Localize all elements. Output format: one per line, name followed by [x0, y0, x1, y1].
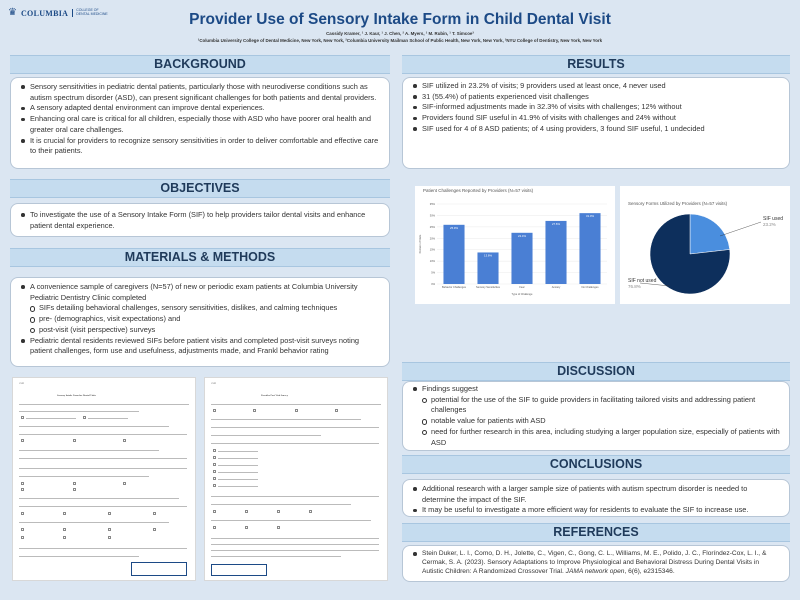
y-tick-label: 0% [431, 283, 435, 286]
methods-bullet: Pediatric dental residents reviewed SIFs before patient visits and completed post-visit surveys noting patient challenges, form use and usefulness, adjustments made, and Frankl behavior rating [19, 336, 381, 357]
reference-text: Stein Duker, L. I., Como, D. H., Jolette, C., Vigen, C., Gong, C. L., Williams, M. E., Polido, J. C., Floríndez-Cox, L. I., & Cermak, S. A. (2023). Sensory Adaptations to Improve Physiological and Behavioral Distress During Dental Visits in Autistic Children: A Randomized Crossover Trial. [422, 550, 767, 576]
background-box [10, 77, 390, 169]
poster-affiliations: ¹Columbia University College of Dental Medicine, New York, New York, ²Columbia University Mailman School of Public Health, New York, New York, ³NYU College of Dentistry, New York, New York [197, 38, 603, 43]
crown-icon: ♛ [8, 7, 17, 18]
objectives-bullet: To investigate the use of a Sensory Intake Form (SIF) to help providers tailor dental visits and enhance patient dental experience. [19, 210, 381, 231]
discussion-subbullet: potential for the use of the SIF to guide providers in facilitating tailored visits and addressing patient challenges [411, 395, 781, 416]
conclusions-bullet: Additional research with a larger sample size of patients with autism spectrum disorder is needed to determine the impact of the SIF. [411, 484, 781, 505]
logo-subtitle: COLLEGE OF DENTAL MEDICINE [72, 9, 110, 17]
conclusions-box [402, 479, 790, 517]
background-bullet: Sensory sensitivities in pediatric dental patients, particularly those with neurodiverse conditions such as autism spectrum disorder (ASD), can present significant challenges for both patients and dental providers. [19, 82, 381, 103]
bar-value-label: 27.6% [552, 221, 560, 226]
results-bullet: SIF-informed adjustments made in 32.3% of visits with challenges; 12% without [411, 102, 781, 113]
bar-value-label: 25.9% [450, 225, 458, 230]
poster-header [0, 0, 800, 52]
y-tick-label: 5% [431, 271, 435, 275]
background-bullet: It is crucial for providers to recognize sensory sensitivities in order to deliver comfortable and effective care to their patients. [19, 136, 381, 157]
bar-value-label: 13.8% [484, 253, 492, 258]
bar [443, 225, 464, 284]
x-tick-label: Fear [519, 286, 525, 289]
x-tick-label: Sensory Sensitivities [476, 286, 500, 289]
methods-subbullet: post-visit (visit perspective) surveys [19, 325, 381, 336]
pie-slice-label: SIF not used [628, 278, 657, 284]
pie-chart-svg [620, 186, 790, 304]
y-axis-label: Percent of Visits [419, 234, 422, 254]
reference-journal: JAMA network open [565, 568, 625, 576]
leader-line [720, 222, 761, 236]
objectives-box [10, 203, 390, 237]
results-bullet: 31 (55.4%) of patients experienced visit challenges [411, 92, 781, 103]
bar [545, 221, 566, 284]
form2-title: Provider Post Visit Survey [261, 394, 288, 397]
methods-subbullet: SIFs detailing behavioral challenges, sensory sensitivities, dislikes, and calming techniques [19, 303, 381, 314]
provider-post-visit-survey-image [204, 377, 388, 581]
pie-slice-value: 23.2% [763, 222, 776, 227]
conclusions-bullet: It may be useful to investigate a more efficient way for residents to evaluate the SIF to increase use. [411, 505, 781, 516]
methods-box [10, 277, 390, 367]
methods-subbullet: pre- (demographics, visit expectations) and [19, 314, 381, 325]
bar-chart-svg [415, 194, 615, 304]
objectives-heading: OBJECTIVES [10, 179, 390, 198]
references-heading: REFERENCES [402, 523, 790, 542]
results-bullet: SIF used for 4 of 8 ASD patients; of 4 using providers, 3 found SIF useful, 1 undecided [411, 124, 781, 135]
pie-chart [620, 186, 790, 304]
y-tick-label: 15% [429, 248, 435, 252]
x-axis-label: Type of Challenge [511, 293, 533, 296]
discussion-heading: DISCUSSION [402, 362, 790, 381]
background-list [19, 82, 381, 157]
reference-tail: , 6(6), e2315346. [624, 568, 675, 576]
references-box [402, 545, 790, 582]
methods-bullet: A convenience sample of caregivers (N=57) of new or periodic exam patients at Columbia University Pediatric Dentistry Clinic completed [19, 282, 381, 303]
bar [579, 213, 600, 284]
y-tick-label: 10% [429, 260, 435, 264]
reference-item [411, 549, 781, 577]
form1-header: CUD [19, 382, 25, 385]
discussion-box [402, 381, 790, 451]
poster-title: Provider Use of Sensory Intake Form in Child Dental Visit [189, 11, 611, 28]
discussion-lead: Findings suggest [411, 384, 781, 395]
results-box [402, 77, 790, 169]
discussion-subbullet: need for further research in this area, including studying a larger population size, especially of patients with ASD [411, 427, 781, 448]
bar-value-label: 22.4% [518, 233, 526, 238]
y-tick-label: 20% [429, 237, 435, 241]
discussion-subbullet: notable value for patients with ASD [411, 416, 781, 427]
bar-value-label: 31.0% [586, 214, 594, 219]
background-bullet: Enhancing oral care is critical for all children, especially those with ASD who have poorer oral health and greater oral care challenges. [19, 114, 381, 135]
form1-title: Sensory Intake Form for Dental Visits [57, 394, 96, 397]
bar-chart-title: Patient Challenges Reported by Providers (N=57 visits) [423, 188, 534, 193]
sensory-intake-form-image [12, 377, 196, 581]
x-tick-label: Anxiety [551, 286, 561, 289]
background-heading: BACKGROUND [10, 55, 390, 74]
x-tick-label: No Challenges [581, 286, 599, 289]
background-bullet: A sensory adapted dental environment can improve dental experiences. [19, 103, 381, 114]
pie-chart-title: Sensory Forms Utilized by Providers (N=57 visits) [628, 201, 728, 206]
results-bullet: SIF utilized in 23.2% of visits; 9 providers used at least once, 4 never used [411, 81, 781, 92]
bar-chart [415, 186, 615, 304]
conclusions-heading: CONCLUSIONS [402, 455, 790, 474]
x-tick-label: Behavior Challenges [442, 286, 466, 289]
form2-header: CUD [211, 382, 217, 385]
methods-heading: MATERIALS & METHODS [10, 248, 390, 267]
y-tick-label: 30% [429, 214, 435, 218]
pie-slice-label: SIF used [763, 216, 784, 222]
poster-authors: Cassidy Kramer, ¹ J. Kaur, ¹ J. Chen, ² A. Myers, ¹ M. Rubin, ¹ T. Simcoe³ [326, 31, 474, 36]
y-tick-label: 35% [429, 203, 435, 206]
results-heading: RESULTS [402, 55, 790, 74]
pie-slice-value: 76.8% [628, 284, 641, 289]
poster-footer [0, 585, 800, 600]
y-tick-label: 25% [429, 225, 435, 229]
results-bullet: Providers found SIF useful in 41.9% of visits with challenges and 24% without [411, 113, 781, 124]
logo-text: COLUMBIA [20, 8, 69, 18]
pie-slice [690, 214, 730, 254]
bar [511, 233, 532, 284]
